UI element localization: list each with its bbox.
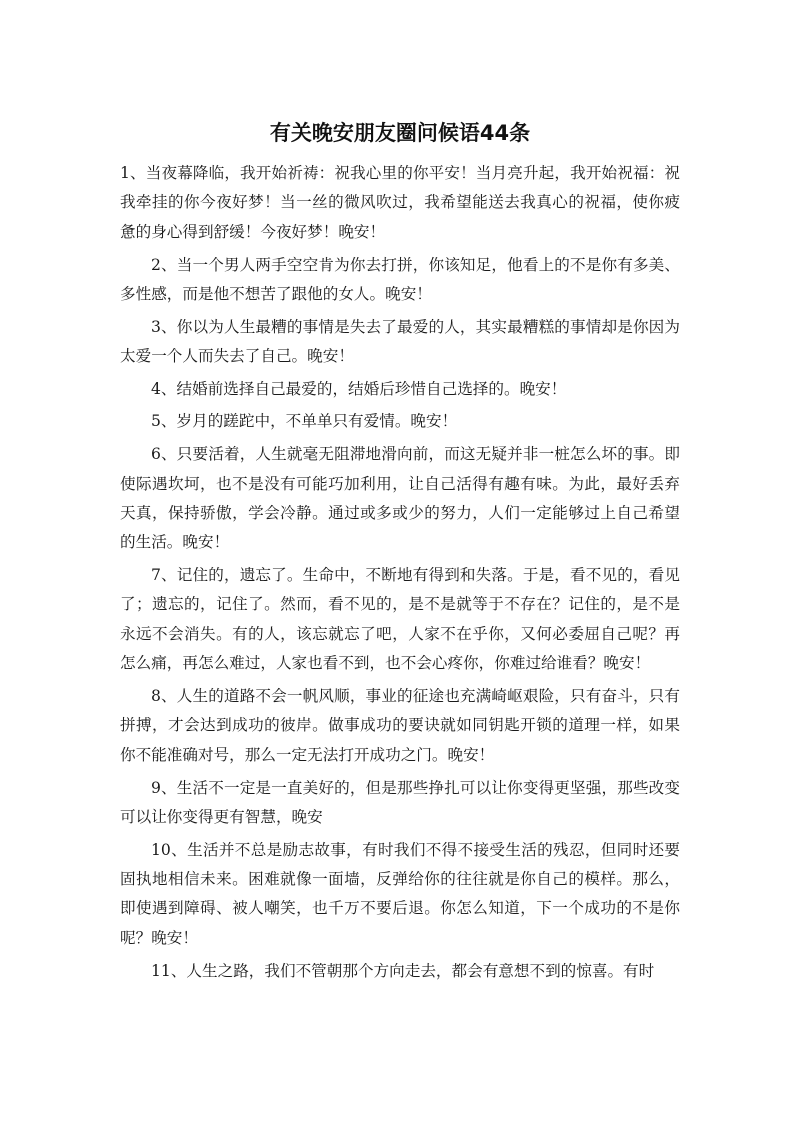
- paragraph-8: 8、人生的道路不会一帆风顺，事业的征途也充满崎岖艰险，只有奋斗，只有拼搏，才会达到成功的彼岸。做事成功的要诀就如同钥匙开锁的道理一样，如果你不能准确对号，那么一定无法打开成功之门。晚安！: [120, 686, 680, 764]
- paragraph-4: 4、结婚前选择自己最爱的，结婚后珍惜自己选择的。晚安！: [151, 379, 567, 398]
- paragraph-10: 10、生活并不总是励志故事，有时我们不得不接受生活的残忍，但同时还要固执地相信未来。困难就像一面墙，反弹给你的往往就是你自己的模样。那么，即使遇到障碍、被人嘲笑，也千万不要后退。你怎么知道，下一个成功的不是你呢？晚安！: [120, 840, 680, 947]
- paragraph-6: 6、只要活着，人生就毫无阻滞地滑向前，而这无疑并非一桩怎么坏的事。即使际遇坎坷，也不是没有可能巧加利用，让自己活得有趣有味。为此，最好丢弃天真，保持骄傲，学会冷静。通过或多或少的努力，人们一定能够过上自己希望的生活。晚安！: [120, 445, 680, 552]
- document-body: [120, 159, 680, 989]
- paragraph-1: 1、当夜幕降临，我开始祈祷：祝我心里的你平安！当月亮升起，我开始祝福：祝我牵挂的你今夜好梦！当一丝的微风吹过，我希望能送去我真心的祝福，使你疲惫的身心得到舒缓！今夜好梦！晚安！: [120, 164, 680, 241]
- paragraph-9: 9、生活不一定是一直美好的，但是那些挣扎可以让你变得更坚强，那些改变可以让你变得更有智慧，晚安: [120, 778, 680, 826]
- paragraph-7: 7、记住的，遗忘了。生命中，不断地有得到和失落。于是，看不见的，看见了；遗忘的，记住了。然而，看不见的，是不是就等于不存在？记住的，是不是永远不会消失。有的人，该忘就忘了吧，人家不在乎你，又何必委屈自己呢？再怎么痛，再怎么难过，人家也看不到，也不会心疼你，你难过给谁看？晚安！: [120, 566, 680, 673]
- paragraph-2: 2、当一个男人两手空空肯为你去打拼，你该知足，他看上的不是你有多美、多性感，而是他不想苦了跟他的女人。晚安！: [120, 255, 680, 303]
- paragraph-11: 11、人生之路，我们不管朝那个方向走去，都会有意想不到的惊喜。有时: [151, 961, 655, 980]
- document-title: 有关晚安朋友圈问候语44条: [269, 121, 531, 145]
- paragraph-5: 5、岁月的蹉跎中，不单单只有爱情。晚安！: [151, 412, 458, 431]
- paragraph-3: 3、你以为人生最糟的事情是失去了最爱的人，其实最糟糕的事情却是你因为太爱一个人而失去了自己。晚安！: [120, 317, 680, 366]
